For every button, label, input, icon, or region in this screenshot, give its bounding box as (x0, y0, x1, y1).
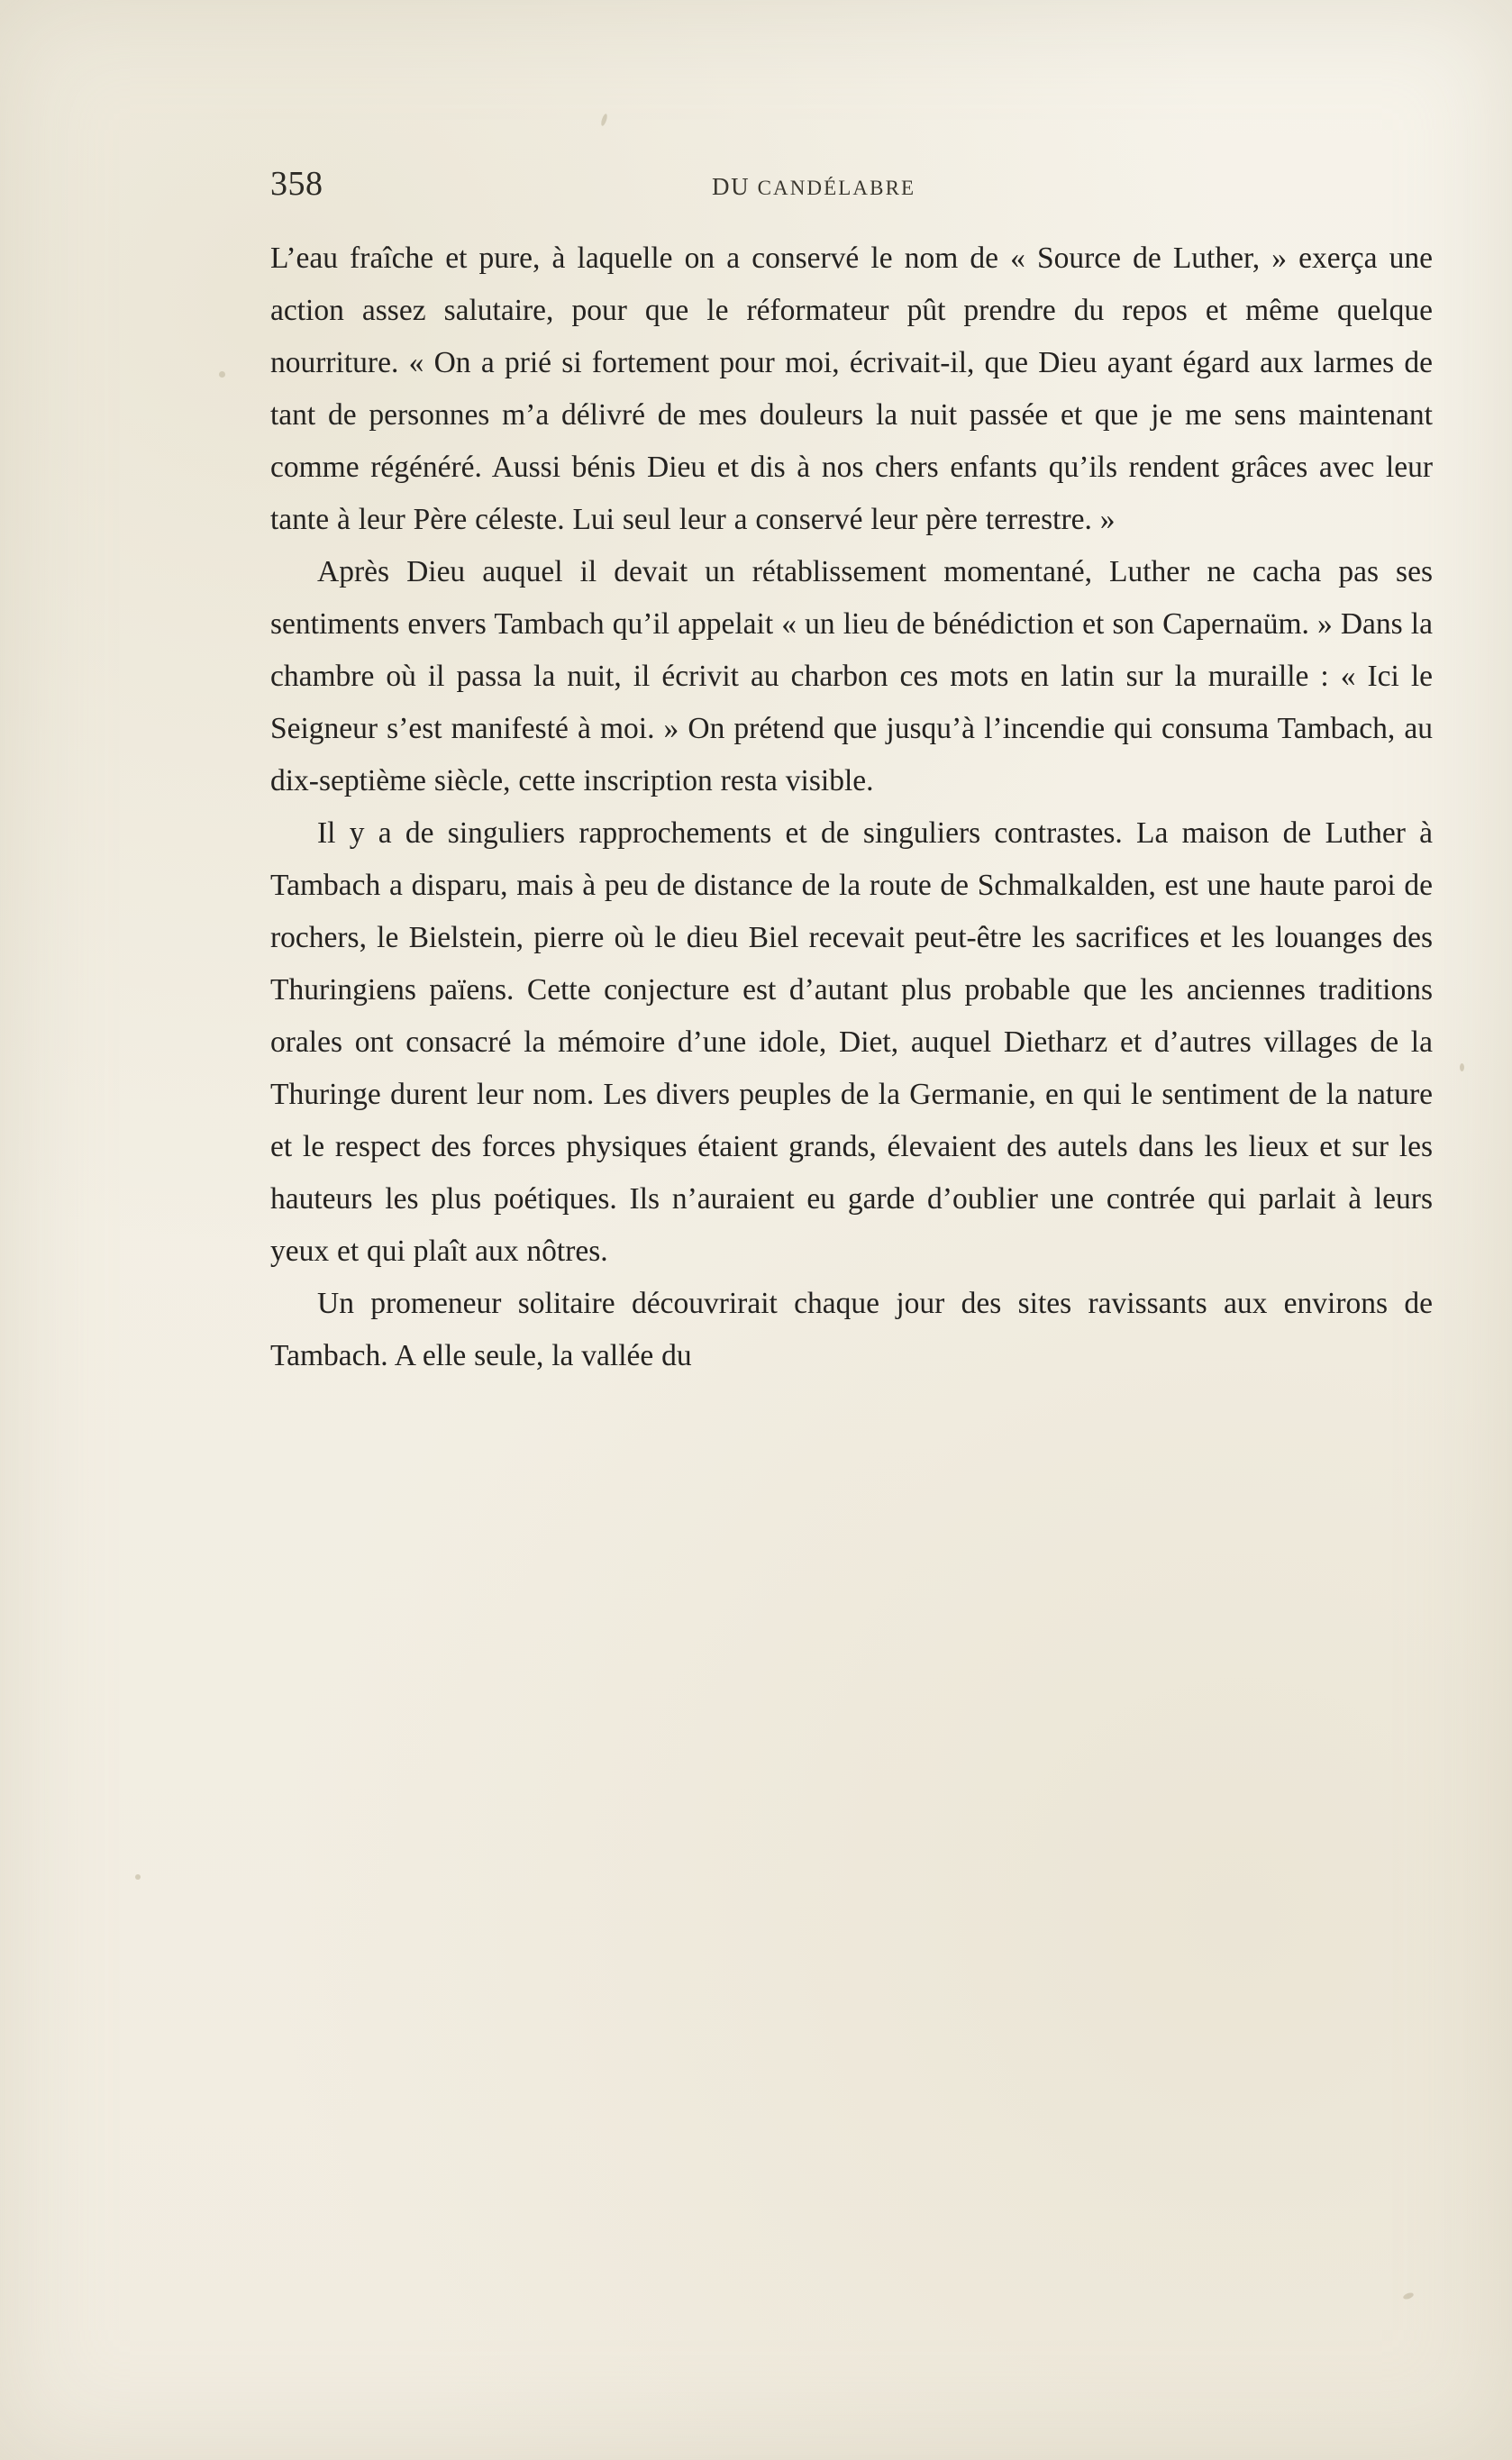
running-head (270, 153, 1433, 207)
paper-speck (1460, 1063, 1464, 1071)
paper-speck (1402, 2291, 1414, 2301)
page-title (712, 173, 915, 201)
paper-speck (219, 371, 225, 378)
paragraph: L’eau fraîche et pure, à laquelle on a conservé le nom de « Source de Luther, » exerça une action assez salutaire, pour que le réformateur pût prendre du repos et même quelque nourriture. « On a prié si fortement pour moi, écrivait-il, que Dieu ayant égard aux larmes de tant de personnes m’a délivré de mes douleurs la nuit passée et que je me sens maintenant comme régénéré. Aussi bénis Dieu et dis à nos chers enfants qu’ils rendent grâces avec leur tante à leur Père céleste. Lui seul leur a conservé leur père terrestre. » (270, 241, 1433, 536)
paragraph: Après Dieu auquel il devait un rétablissement momentané, Luther ne cacha pas ses sentiments envers Tambach qu’il appelait « un lieu de bénédiction et son Capernaüm. » Dans la chambre où il passa la nuit, il écrivit au charbon ces mots en latin sur la muraille : « Ici le Seigneur s’est manifesté à moi. » On prétend que jusqu’à l’incendie qui consuma Tambach, au dix-septième siècle, cette inscription resta visible. (270, 555, 1433, 797)
paragraph: Un promeneur solitaire découvrirait chaque jour des sites ravissants aux environs de Tambach. A elle seule, la vallée du (270, 1287, 1433, 1372)
paragraph: Il y a de singuliers rapprochements et de singuliers contrastes. La maison de Luther à Tambach a disparu, mais à peu de distance de la route de Schmalkalden, est une haute paroi de rochers, le Bielstein, pierre où le dieu Biel recevait peut-être les sacrifices et les louanges des Thuringiens païens. Cette conjecture est d’autant plus probable que les anciennes traditions orales ont consacré la mémoire d’une idole, Diet, auquel Dietharz et d’autres villages de la Thuringe durent leur nom. Les divers peuples de la Germanie, en qui le sentiment de la nature et le respect des forces physiques étaient grands, élevaient des autels dans les lieux et sur les hauteurs les plus poétiques. Ils n’auraient eu garde d’oublier une contrée qui parlait à leurs yeux et qui plaît aux nôtres. (270, 816, 1433, 1268)
running-head-prefix: DU (712, 173, 751, 200)
running-head-rest: CANDÉLABRE (757, 177, 916, 199)
page-number: 358 (270, 165, 323, 203)
page-content (270, 153, 1433, 1382)
paper-speck (135, 1874, 141, 1880)
paper-speck (600, 114, 608, 127)
body-text (270, 232, 1433, 1382)
